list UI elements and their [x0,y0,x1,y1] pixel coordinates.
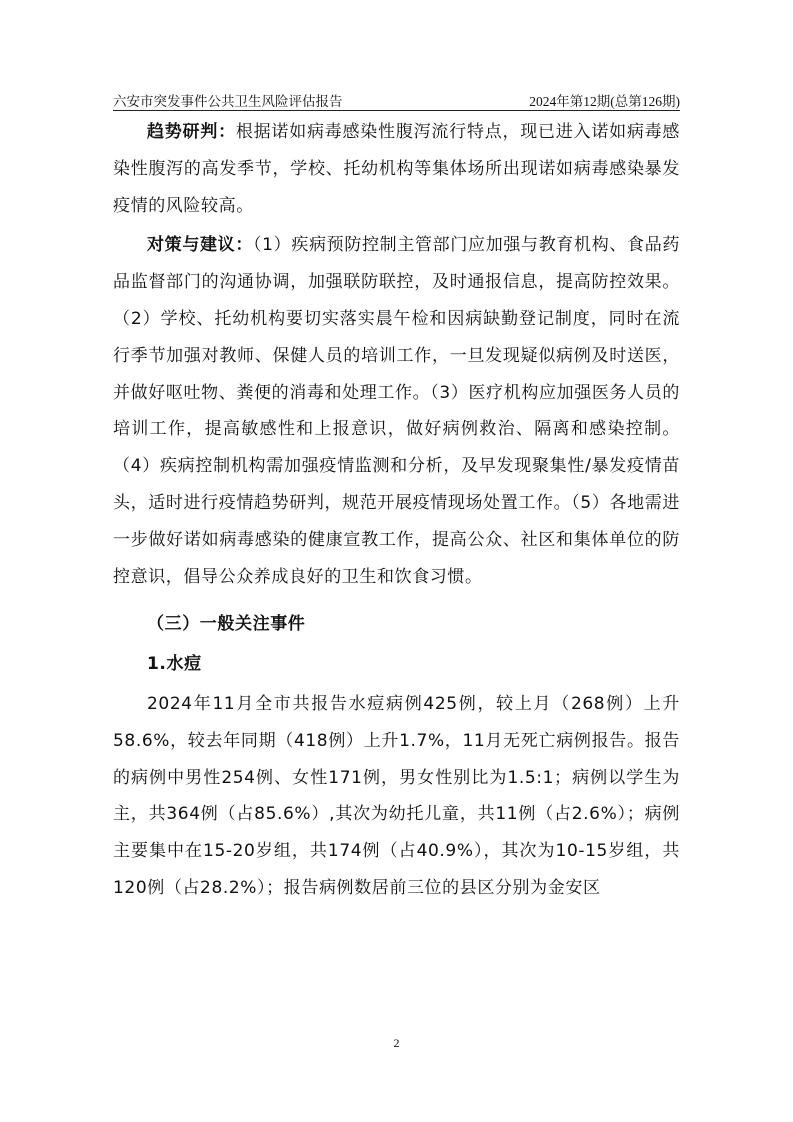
trend-label: 趋势研判： [147,122,236,142]
trend-text: 根据诺如病毒感染性腹泻流行特点，现已进入诺如病毒感染性腹泻的高发季节，学校、托幼机构等集体场所出现诺如病毒感染暴发疫情的风险较高。 [113,122,681,216]
header-issue-number: 2024年第12期(总第126期) [529,94,680,109]
page-number: 2 [393,1036,400,1050]
section-heading: （三）一般关注事件 [147,614,306,635]
subsection-heading: 1.水痘 [147,654,202,675]
advice-text: （1）疾病预防控制主管部门应加强与教育机构、食品药品监督部门的沟通协调，加强联防联控，及时通报信息，提高防控效果。（2）学校、托幼机构要切实落实晨午检和因病缺勤登记制度，同时在流行季节加强对教师、保健人员的培训工作，一旦发现疑似病例及时送医，并做好呕吐物、粪便的消毒和处理工作。（3）医疗机构应加强医务人员的培训工作，提高敏感性和上报意识，做好病例救治、隔离和感染控制。（4）疾病控制机构需加强疫情监测和分析，及早发现聚集性/暴发疫情苗头，适时进行疫情趋势研判，规范开展疫情现场处置工作。（5）各地需进一步做好诺如病毒感染的健康宣教工作，提高公众、社区和集体单位的防控意识，倡导公众养成良好的卫生和饮食习惯。 [113,235,680,587]
header-report-title: 六安市突发事件公共卫生风险评估报告 [113,94,343,109]
advice-paragraph [113,227,680,595]
document-body [113,114,680,907]
advice-label: 对策与建议： [147,235,254,256]
trend-paragraph [113,114,680,224]
varicella-paragraph: 2024年11月全市共报告水痘病例425例，较上月（268例）上升58.6%，较去年同期（418例）上升1.7%，11月无死亡病例报告。报告的病例中男性254例、女性171例，男女性别比为1.5:1；病例以学生为主，共364例（占85.6%）,其次为幼托儿童，共11例（占2.6%）；病例主要集中在15-20岁组，共174例（占40.9%），其次为10-15岁组，共120例（占28.2%）；报告病例数居前三位的县区分别为金安区 [113,693,680,898]
page-header [113,88,680,111]
